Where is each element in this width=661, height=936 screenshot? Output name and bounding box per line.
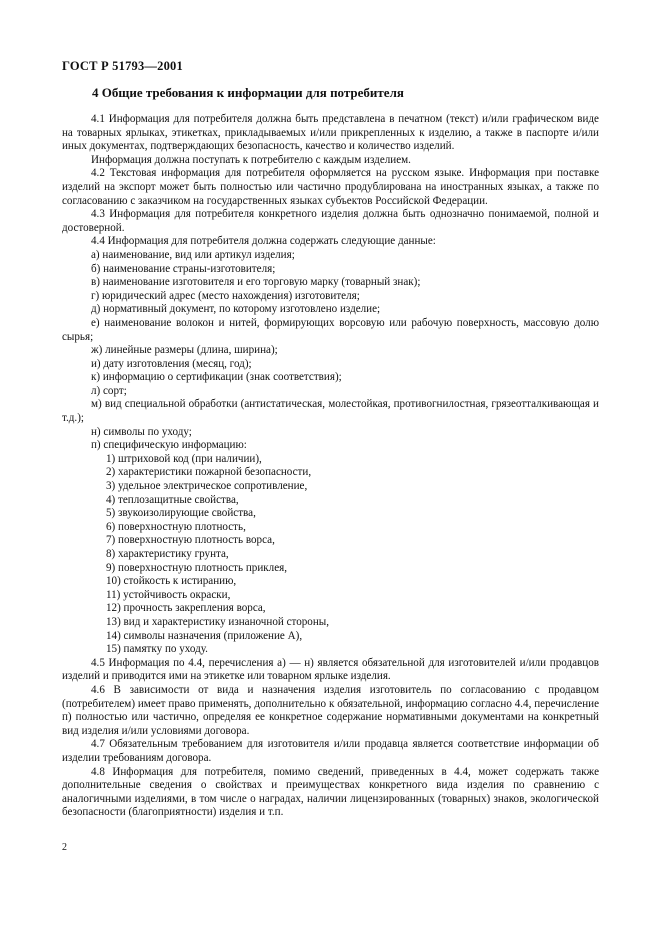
paragraph-4-4: 4.4 Информация для потребителя должна содержать следующие данные: [91, 235, 436, 248]
sub-item-5: 5) звукоизолирующие свойства, [106, 507, 256, 520]
sub-item-9: 9) поверхностную плотность приклея, [106, 561, 287, 574]
sub-item-3: 3) удельное электрическое сопротивление, [106, 480, 308, 493]
list-item-a: а) наименование, вид или артикул изделия; [91, 248, 295, 261]
list-item-m: м) вид специальной обработки (антистатическая, молестойкая, противогнилостная, грязеотталкивающая и т.д.); [62, 398, 599, 425]
paragraph-4-1: 4.1 Информация для потребителя должна быть представлена в печатном (текст) и/или графическом виде на товарных ярлыках, этикетках, прикладываемых и/или прикрепленных к изделию, а также в паспорте и/или иных документах, подтверждающих безопасность, качество и количество изделий. [62, 113, 599, 153]
sub-item-4: 4) теплозащитные свойства, [106, 493, 239, 506]
sub-item-12: 12) прочность закрепления ворса, [106, 602, 266, 615]
sub-item-15: 15) памятку по уходу. [106, 643, 208, 656]
sub-item-6: 6) поверхностную плотность, [106, 520, 246, 533]
paragraph-4-6: 4.6 В зависимости от вида и назначения изделия изготовитель по согласованию с продавцом (потребителем) имеет право применять, дополнительно к обязательной, информацию согласно 4.4, перечисление п) полностью или частично, определяя ее конкретное содержание нормативными документами на конкретный вид изделия и/или условиями договора. [62, 683, 599, 737]
sub-item-2: 2) характеристики пожарной безопасности, [106, 466, 312, 479]
document-code: ГОСТ Р 51793—2001 [62, 59, 183, 73]
sub-item-7: 7) поверхностную плотность ворса, [106, 534, 275, 547]
list-item-k: к) информацию о сертификации (знак соответствия); [91, 371, 342, 384]
list-item-p: п) специфическую информацию: [91, 439, 247, 452]
list-item-n: н) символы по уходу; [91, 425, 192, 438]
sub-item-10: 10) стойкость к истиранию, [106, 575, 237, 588]
list-item-g: г) юридический адрес (место нахождения) изготовителя; [91, 289, 360, 302]
section-title: 4 Общие требования к информации для потребителя [92, 85, 404, 100]
sub-item-8: 8) характеристику грунта, [106, 548, 229, 560]
list-item-e: е) наименование волокон и нитей, формирующих ворсовую или рабочую поверхность, массовую долю сырья; [62, 316, 599, 343]
paragraph-4-1-note: Информация должна поступать к потребителю с каждым изделием. [91, 153, 411, 166]
list-item-v: в) наименование изготовителя и его торговую марку (товарный знак); [91, 276, 421, 289]
paragraph-4-7: 4.7 Обязательным требованием для изготовителя и/или продавца является соответствие информации об изделии требованиям договора. [62, 738, 599, 764]
paragraph-4-8: 4.8 Информация для потребителя, помимо сведений, приведенных в 4.4, может содержать также дополнительные сведения о свойствах и преимуществах конкретного вида изделия по сравнению с аналогичными изделиями, в том числе о наградах, наличии лицензированных (товарных) знаков, экологической безопасности (благоприятности) изделия и т.п. [62, 765, 599, 819]
paragraph-4-3: 4.3 Информация для потребителя конкретного изделия должна быть однозначно понимаемой, полной и достоверной. [62, 208, 599, 234]
body-text [62, 113, 599, 820]
list-item-i: и) дату изготовления (месяц, год); [91, 357, 252, 370]
paragraph-4-5: 4.5 Информация по 4.4, перечисления а) — н) является обязательной для изготовителей и/или продавцов изделий и приводится ими на этикетке или товарном ярлыке изделия. [62, 656, 599, 683]
list-item-d: д) нормативный документ, по которому изготовлено изделие; [91, 303, 381, 316]
list-item-zh: ж) линейные размеры (длина, ширина); [91, 344, 278, 357]
list-item-l: л) сорт; [91, 384, 127, 397]
sub-item-11: 11) устойчивость окраски, [106, 588, 231, 601]
page-number: 2 [62, 842, 67, 853]
sub-item-13: 13) вид и характеристику изнаночной стороны, [106, 615, 330, 628]
paragraph-4-2: 4.2 Текстовая информация для потребителя оформляется на русском языке. Информация при поставке изделий на экспорт может быть полностью или частично продублирована на иностранных языках, а также по согласованию с заказчиком на государственных языках субъектов Российской Федерации. [62, 167, 599, 207]
sub-item-1: 1) штриховой код (при наличии), [106, 452, 262, 465]
list-item-b: б) наименование страны-изготовителя; [91, 262, 276, 275]
sub-item-14: 14) символы назначения (приложение А), [106, 629, 303, 642]
